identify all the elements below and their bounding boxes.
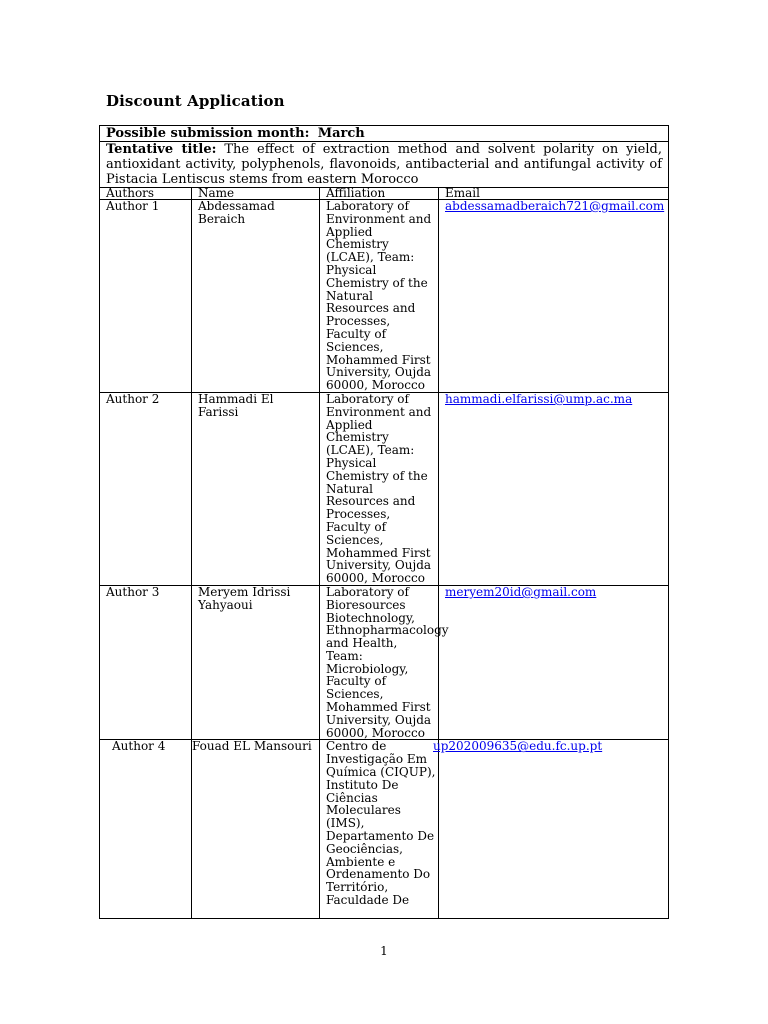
header-affiliation: Affiliation (320, 188, 439, 200)
table-row (100, 392, 669, 585)
author-name: Meryem Idrissi Yahyaoui (192, 585, 320, 740)
document-title: Discount Application (106, 92, 285, 110)
submission-month-label: Possible submission month: (106, 126, 310, 141)
table-header-row (100, 188, 669, 200)
author-affiliation: Laboratory of Environment and Applied Chemistry (LCAE), Team: Physical Chemistry of the Natural Resources and Processes, Faculty of Sciences, Mohammed First University, Oujda 60000, Morocco (320, 200, 439, 393)
author-name: Fouad EL Mansouri (192, 740, 320, 919)
table-row (100, 740, 669, 919)
author-label: Author 4 (100, 740, 192, 919)
table-row (100, 200, 669, 393)
author-name: Abdessamad Beraich (192, 200, 320, 393)
tentative-title-label: Tentative title: (106, 142, 217, 157)
author-label: Author 1 (100, 200, 192, 393)
author-affiliation: Laboratory of Bioresources Biotechnology, Ethnopharmacology and Health, Team: Microbiology, Faculty of Sciences, Mohammed First University, Oujda 60000, Morocco (320, 585, 439, 740)
author-name: Hammadi El Farissi (192, 392, 320, 585)
author-email-link[interactable]: hammadi.elfarissi@ump.ac.ma (445, 391, 633, 406)
submission-month-row (100, 126, 669, 142)
header-authors: Authors (100, 188, 192, 200)
page-number: 1 (380, 944, 388, 958)
author-label: Author 3 (100, 585, 192, 740)
author-affiliation: Laboratory of Environment and Applied Chemistry (LCAE), Team: Physical Chemistry of the Natural Resources and Processes, Faculty of Sciences, Mohammed First University, Oujda 60000, Morocco (320, 392, 439, 585)
author-email-link[interactable]: up202009635@edu.fc.up.pt (433, 739, 603, 754)
author-email-link[interactable]: abdessamadberaich721@gmail.com (445, 199, 665, 213)
author-label: Author 2 (100, 392, 192, 585)
submission-month-value: March (317, 126, 365, 141)
tentative-title-text: The effect of extraction method and solvent polarity on yield, antioxidant activity, polyphenols, flavonoids, antibacterial and antifungal activity of Pistacia Lentiscus stems from eastern Morocco (106, 142, 662, 187)
author-email-link[interactable]: meryem20id@gmail.com (445, 584, 597, 599)
application-table (99, 125, 669, 919)
author-affiliation: Centro de Investigação Em Química (CIQUP), Instituto De Ciências Moleculares (IMS), Departamento De Geociências, Ambiente e Ordenamento Do Território, Faculdade De (320, 740, 439, 919)
tentative-title-row (100, 142, 669, 188)
header-email: Email (439, 188, 669, 200)
table-row (100, 585, 669, 740)
header-name: Name (192, 188, 320, 200)
